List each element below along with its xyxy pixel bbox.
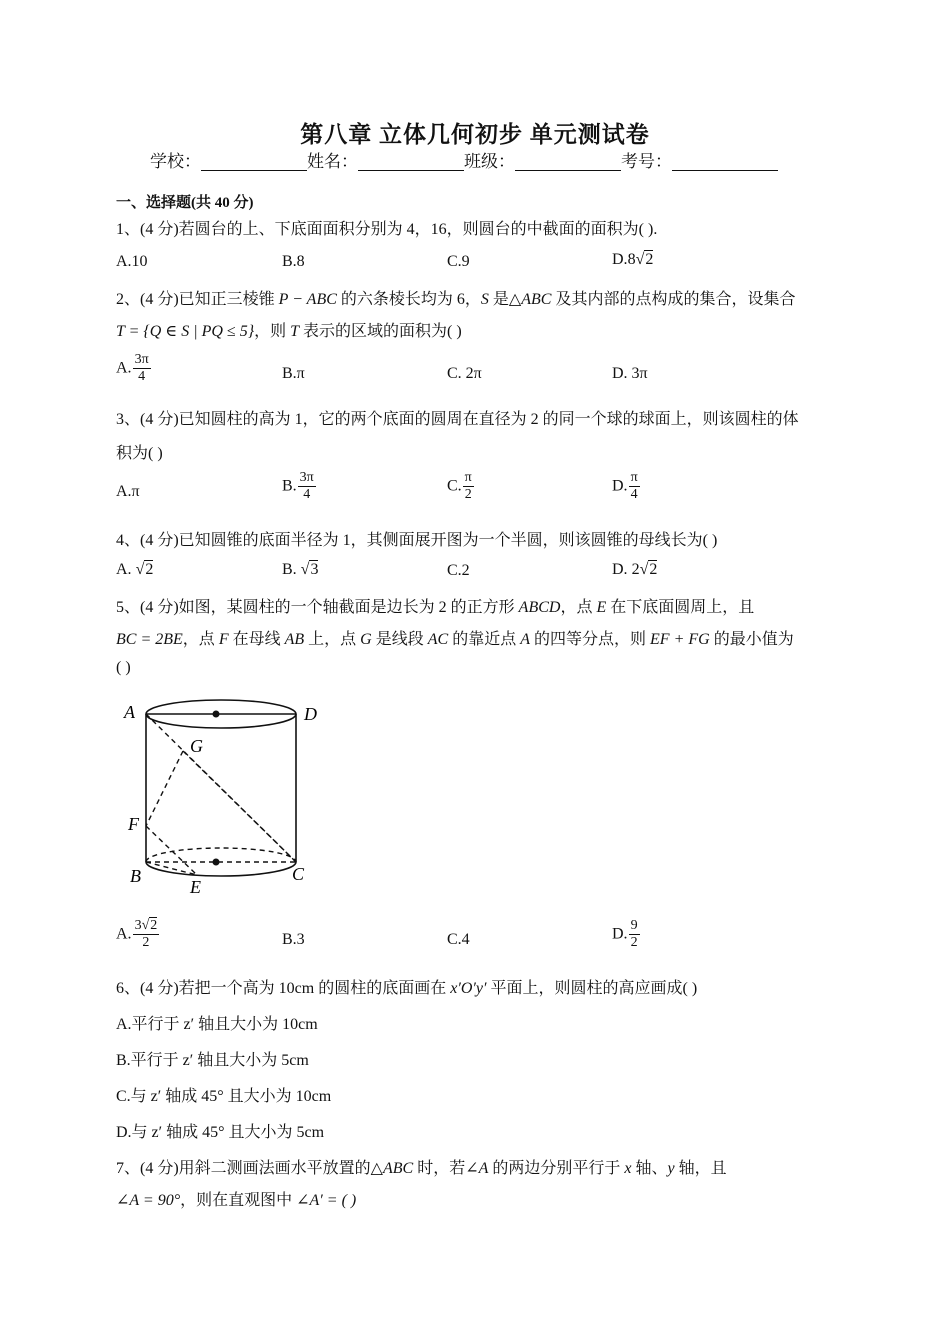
q5-option-c: C.4 [447, 931, 470, 948]
q6-t1: 6、(4 分)若把一个高为 10cm 的圆柱的底面画在 [116, 980, 451, 997]
q1-option-b: B.8 [282, 253, 305, 270]
q7-t2: ABC [382, 1160, 414, 1177]
q5-t6: ，点 [182, 631, 219, 648]
label-g: G [190, 736, 203, 756]
q5-stem-line3: ( ) [116, 659, 131, 676]
q1-option-d [612, 251, 653, 269]
q2-t5: 是△ [488, 291, 522, 308]
label-e: E [190, 877, 201, 897]
name-blank [358, 152, 464, 171]
q5-t9: AB [284, 631, 305, 648]
q5-t16: 的四等分点，则 [530, 631, 651, 648]
q3-stem-line2: 积为( ) [116, 445, 163, 462]
q7-stem-line1 [116, 1155, 727, 1178]
q4-d-coef: 2 [631, 561, 640, 578]
q4-stem: 4、(4 分)已知圆锥的底面半径为 1，其侧面展开图为一个半圆，则该圆锥的母线长为( ) [116, 532, 718, 549]
fraction [629, 470, 640, 503]
q2-t2: P − ABC [278, 291, 337, 308]
name-label: 姓名： [307, 152, 358, 171]
denominator: 2 [142, 935, 150, 951]
denominator: 4 [303, 487, 311, 503]
q4-b-prefix: B. [282, 561, 301, 578]
q5-a-rad: 2 [150, 918, 158, 933]
q4-option-a [116, 561, 153, 579]
q7-expr1: ∠A = 90° [116, 1192, 181, 1209]
q2-option-d: D. 3π [612, 365, 648, 382]
sqrt-symbol: √2 [141, 918, 158, 933]
fraction [298, 470, 316, 503]
bottom-center-dot [213, 859, 220, 866]
q5-option-d [612, 918, 640, 951]
q6-option-c: C.与 z′ 轴成 45° 且大小为 10cm [116, 1088, 332, 1105]
segment-gf [146, 751, 183, 826]
q5-stem-line1 [116, 594, 754, 617]
fraction [463, 470, 474, 503]
q2-option-c: C. 2π [447, 365, 482, 382]
q2-stem-line2 [116, 318, 462, 341]
q2-t7: 及其内部的点构成的集合，设集合 [551, 291, 796, 308]
q3-option-c [447, 470, 474, 503]
q6-plane: x′O′y′ [450, 980, 487, 997]
q4-option-c: C.2 [447, 562, 470, 579]
q4-option-d [612, 561, 657, 579]
q2-stem-line1 [116, 286, 795, 309]
q2-t1: 2、(4 分)已知正三棱锥 [116, 291, 279, 308]
q5-expr2: EF + FG [650, 631, 710, 648]
q5-option-b: B.3 [282, 931, 305, 948]
numerator: 9 [629, 918, 640, 935]
q7-t7: 轴、 [631, 1160, 668, 1177]
class-label: 班级： [464, 152, 515, 171]
q7-stem-line2 [116, 1187, 356, 1210]
denominator: 2 [630, 935, 638, 951]
q2-option-a [116, 352, 151, 385]
numerator: π [463, 470, 474, 487]
q2-t3: 的六条棱长均为 6， [336, 291, 481, 308]
q4-d-rad: 2 [649, 561, 658, 578]
fraction [629, 918, 640, 951]
label-f: F [128, 814, 139, 834]
q7-t6: x [624, 1160, 632, 1177]
sqrt-symbol: √3 [300, 561, 319, 578]
q5-option-a [116, 918, 159, 951]
label-a: A [124, 702, 135, 722]
q4-a-prefix: A. [116, 561, 136, 578]
denominator: 4 [138, 369, 146, 385]
q5-t1: 5、(4 分)如图，某圆柱的一个轴截面是边长为 2 的正方形 [116, 599, 519, 616]
q5-t2: ABCD [518, 599, 561, 616]
label-b: B [130, 866, 141, 886]
exam-no-label: 考号： [621, 152, 672, 171]
q6-option-d: D.与 z′ 轴成 45° 且大小为 5cm [116, 1124, 325, 1141]
q4-d-prefix: D. [612, 561, 632, 578]
fraction [133, 352, 151, 385]
q2-set-expr: T = {Q ∈ S | PQ ≤ 5} [116, 323, 255, 340]
q5-a-prefix: A. [116, 925, 132, 943]
q7-t10: ，则在直观图中 [180, 1192, 297, 1209]
q5-a-coef: 3 [134, 918, 142, 933]
q4-a-rad: 2 [145, 561, 154, 578]
q5-t17: 的最小值为 [709, 631, 794, 648]
q7-t4: A [478, 1160, 489, 1177]
denominator: 2 [464, 487, 472, 503]
q5-t7: F [218, 631, 229, 648]
q7-t9: 轴，且 [674, 1160, 727, 1177]
fraction [133, 918, 160, 951]
bottom-back-arc [146, 848, 296, 862]
q2-t8: ，则 [254, 323, 291, 340]
q7-t5: 的两边分别平行于 [488, 1160, 625, 1177]
q3-c-prefix: C. [447, 477, 462, 495]
school-blank [201, 152, 307, 171]
denominator: 4 [630, 487, 638, 503]
q5-t14: 的靠近点 [448, 631, 521, 648]
q3-stem-line1: 3、(4 分)已知圆柱的高为 1，它的两个底面的圆周在直径为 2 的同一个球的球面上，则该圆柱的体 [116, 411, 799, 428]
q3-d-prefix: D. [612, 477, 628, 495]
q5-t11: G [360, 631, 372, 648]
q2-t9: T [290, 323, 300, 340]
sqrt-symbol: √2 [135, 561, 154, 578]
student-info-row [150, 147, 778, 172]
q3-option-a: A.π [116, 483, 140, 500]
school-label: 学校： [150, 152, 201, 171]
q5-t8: 在母线 [228, 631, 285, 648]
top-center-dot [213, 711, 220, 718]
label-c: C [292, 864, 305, 884]
q6-stem [116, 975, 697, 998]
q3-b-prefix: B. [282, 477, 297, 495]
section-heading: 一、选择题(共 40 分) [116, 195, 254, 211]
q7-t8: y [667, 1160, 675, 1177]
numerator: 3π [133, 352, 151, 369]
q4-b-rad: 3 [310, 561, 319, 578]
numerator: π [629, 470, 640, 487]
bottom-front-arc [146, 862, 296, 876]
q5-t4: E [596, 599, 607, 616]
q2-t10: 表示的区域的面积为( ) [299, 323, 462, 340]
q3-option-b [282, 470, 316, 503]
q5-expr1: BC = 2BE [116, 631, 183, 648]
q2-option-b: B.π [282, 365, 305, 382]
q6-option-a: A.平行于 z′ 轴且大小为 10cm [116, 1016, 318, 1033]
q7-t1: 7、(4 分)用斜二测画法画水平放置的△ [116, 1160, 383, 1177]
q1-d-prefix: D. [612, 251, 628, 268]
q2-t4: S [480, 291, 489, 308]
exam-no-blank [672, 152, 778, 171]
q5-stem-line2 [116, 626, 794, 649]
q5-t15: A [520, 631, 530, 648]
q5-t13: AC [427, 631, 449, 648]
q2-a-prefix: A. [116, 359, 132, 377]
numerator [133, 918, 160, 935]
exam-title: 第八章 立体几何初步 单元测试卷 [300, 122, 650, 147]
q1-option-c: C.9 [447, 253, 470, 270]
q1-d-rad: 2 [645, 251, 654, 268]
q5-t12: 是线段 [371, 631, 428, 648]
q5-t5: 在下底面圆周上，且 [606, 599, 755, 616]
q6-t2: 平面上，则圆柱的高应画成( ) [486, 980, 698, 997]
class-blank [515, 152, 621, 171]
sqrt-symbol: √2 [635, 251, 654, 268]
q2-t6: ABC [521, 291, 552, 308]
q1-stem: 1、(4 分)若圆台的上、下底面面积分别为 4，16，则圆台的中截面的面积为( ). [116, 221, 658, 238]
q7-expr2: ∠A′ = ( ) [296, 1192, 357, 1209]
q5-d-prefix: D. [612, 925, 628, 943]
q7-t3: 时，若∠ [413, 1160, 479, 1177]
q1-d-coef: 8 [627, 251, 636, 268]
numerator: 3π [298, 470, 316, 487]
q3-option-d [612, 470, 640, 503]
q4-option-b [282, 561, 318, 579]
sqrt-symbol: √2 [639, 561, 658, 578]
q5-t10: 上，点 [304, 631, 361, 648]
cylinder-figure [120, 690, 330, 900]
q6-option-b: B.平行于 z′ 轴且大小为 5cm [116, 1052, 309, 1069]
q1-option-a: A.10 [116, 253, 148, 270]
label-d: D [304, 704, 317, 724]
q5-t3: ，点 [560, 599, 597, 616]
